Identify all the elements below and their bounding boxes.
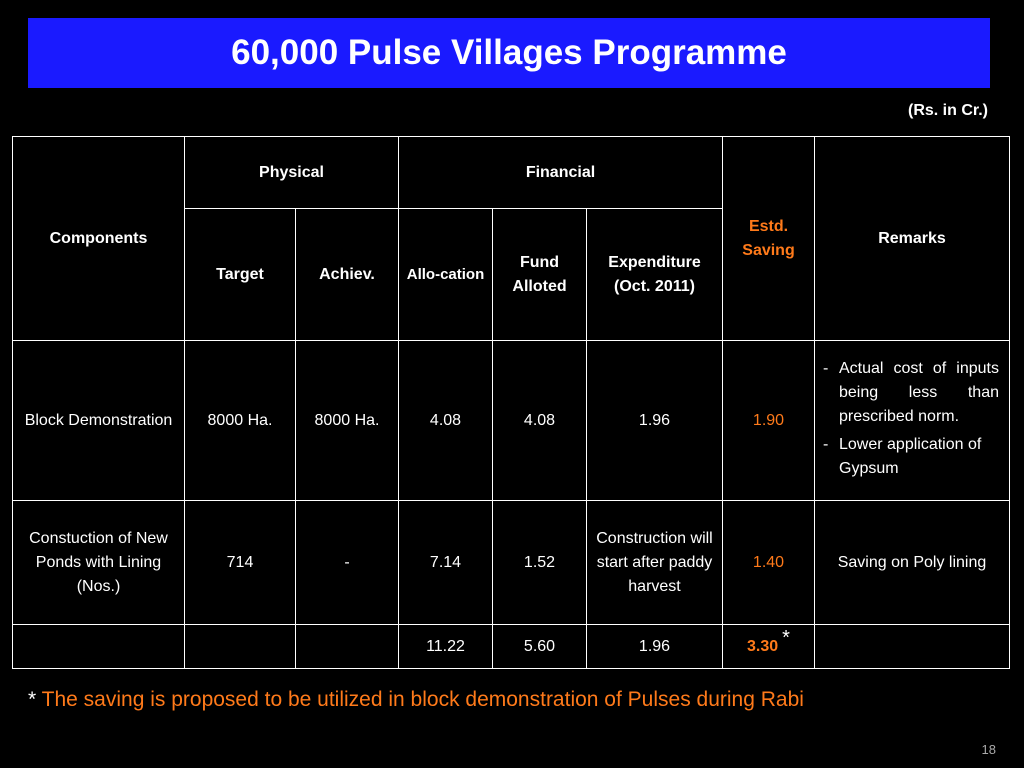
cell-allocation: 4.08 [399,341,493,501]
header-estd-saving: Estd. Saving [723,137,815,341]
footnote-marker: * [782,627,790,650]
header-target: Target [185,209,296,341]
cell-expenditure: 1.96 [587,625,723,669]
cell-saving-total [723,625,815,669]
table-row [13,501,1010,625]
units-label: (Rs. in Cr.) [907,102,988,119]
cell-component: Block Demonstration [13,341,185,501]
header-fund-alloted: Fund Alloted [493,209,587,341]
cell-expenditure: 1.96 [587,341,723,501]
page-title: 60,000 Pulse Villages Programme [231,33,787,72]
cell-fund-alloted: 5.60 [493,625,587,669]
cell-allocation: 11.22 [399,625,493,669]
cell-fund-alloted: 4.08 [493,341,587,501]
cell-target: 714 [185,501,296,625]
cell-fund-alloted: 1.52 [493,501,587,625]
header-remarks: Remarks [815,137,1010,341]
cell-allocation: 7.14 [399,501,493,625]
cell-target [185,625,296,669]
header-financial: Financial [399,137,723,209]
cell-component: Constuction of New Ponds with Lining (Nos.) [13,501,185,625]
cell-remarks [815,341,1010,501]
table-row [13,341,1010,501]
cell-target: 8000 Ha. [185,341,296,501]
table-row-total [13,625,1010,669]
header-physical: Physical [185,137,399,209]
remarks-list [821,357,999,481]
cell-achiev: 8000 Ha. [296,341,399,501]
cell-saving: 1.40 [723,501,815,625]
page-number: 18 [981,742,996,757]
title-banner [28,18,990,88]
remark-item: - Actual cost of inputs being less than prescribed norm. [821,357,999,429]
footnote [28,688,804,712]
header-components: Components [13,137,185,341]
header-allocation: Allo-cation [399,209,493,341]
header-expenditure: Expenditure (Oct. 2011) [587,209,723,341]
cell-remarks: Saving on Poly lining [815,501,1010,625]
footnote-star: * [28,688,37,711]
total-saving-value: 3.30 [747,637,779,655]
cell-achiev [296,625,399,669]
cell-component [13,625,185,669]
cell-saving: 1.90 [723,341,815,501]
cell-achiev: - [296,501,399,625]
remark-item: - Lower application of Gypsum [821,433,999,481]
cell-expenditure: Construction will start after paddy harvest [587,501,723,625]
header-achiev: Achiev. [296,209,399,341]
cell-remarks [815,625,1010,669]
footnote-text: The saving is proposed to be utilized in block demonstration of Pulses during Rabi [41,688,804,711]
programme-table [12,136,1010,669]
